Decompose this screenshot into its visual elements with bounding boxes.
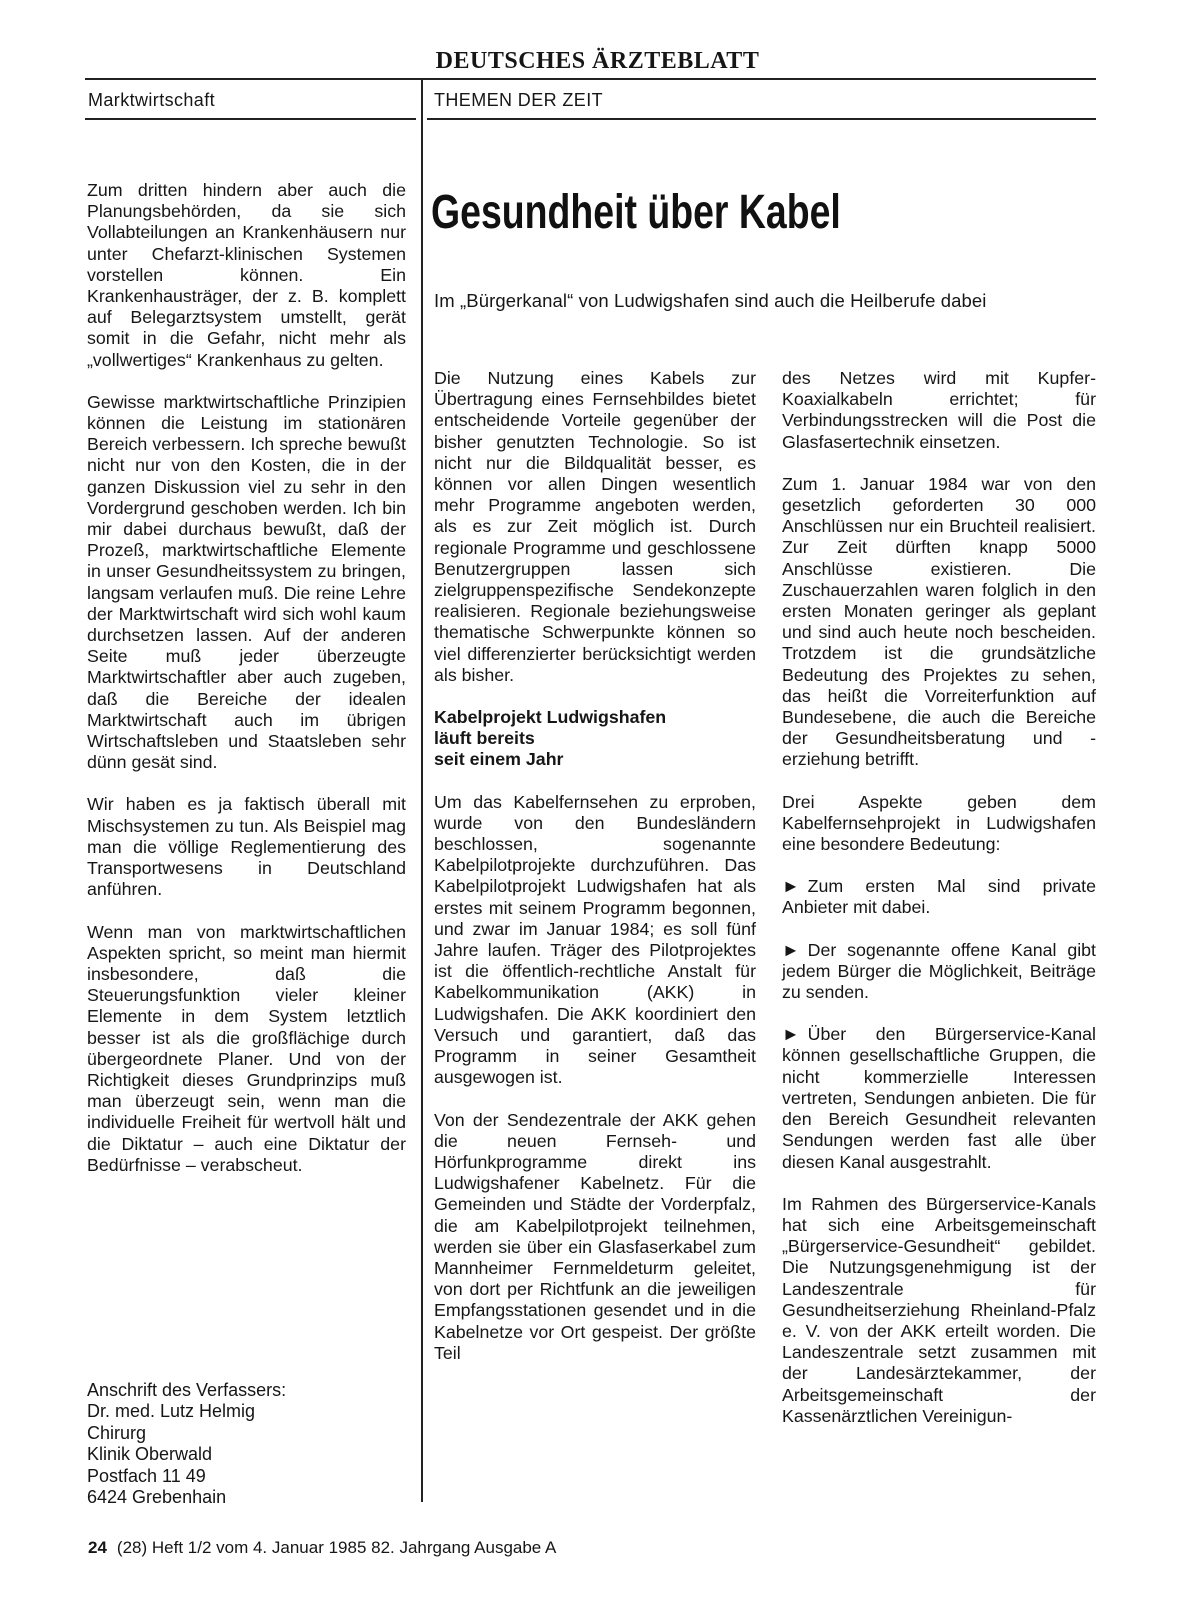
bullet-item [782,940,1096,1004]
bullet-item [782,1024,1096,1172]
page-number: 24 [88,1538,107,1557]
page-footer [88,1537,556,1559]
journal-title: DEUTSCHES ÄRZTEBLATT [435,48,760,74]
address-line: Postfach 11 49 [87,1465,206,1486]
address-line: 6424 Grebenhain [87,1487,227,1508]
right-paragraph: des Netzes wird mit Kupfer-Koaxialkabeln errichtet; für Verbindungsstrecken will die Post die Glasfasertechnik einsetzen. [782,368,1096,452]
bullet-arrow-icon: ► [782,1024,800,1045]
right-paragraph: Drei Aspekte geben dem Kabelfernsehprojekt in Ludwigshafen eine besondere Bedeutung: [782,791,1096,855]
address-line: Anschrift des Verfassers: [87,1380,287,1400]
issue-info: (28) Heft 1/2 vom 4. Januar 1985 82. Jahrgang Ausgabe A [116,1538,557,1557]
bullet-arrow-icon: ► [782,939,800,960]
header-rule [85,78,1096,80]
right-paragraph: Zum 1. Januar 1984 war von den gesetzlich geforderten 30 000 Anschlüssen nur ein Bruchteil realisiert. Zur Zeit dürften knapp 5000 Anschlüsse existieren. Die Zuschauerzahlen waren folglich in den ersten Monaten geringer als geplant und sind auch heute noch bescheiden. Trotzdem ist die grundsätzliche Bedeutung des Projektes zu sehen, das heißt die Vorreiterfunktion auf Bundesebene, die auch die Bereiche der Gesundheitsberatung und -erziehung betrifft. [782,473,1096,770]
author-address [87,1380,286,1508]
left-paragraph: Wir haben es ja faktisch überall mit Mischsystemen zu tun. Als Beispiel mag man die völlige Reglementierung des Transportwesens in Deutschland anführen. [87,794,406,900]
left-column [87,180,406,1197]
section-label-left: Marktwirtschaft [88,90,216,110]
mid-paragraph: Von der Sendezentrale der AKK gehen die neuen Fernseh- und Hörfunkprogramme direkt ins Ludwigshafener Kabelnetz. Für die Gemeinden und Städte der Vorderpfalz, die am Kabelpilotprojekt teilnehmen, werden sie über ein Glasfaserkabel zum Mannheimer Fernmeldeturm geleitet, von dort per Richtfunk an die jeweiligen Empfangsstationen gesendet und in die Kabelnetze vor Ort gespeist. Der größte Teil [434,1109,756,1363]
right-paragraph: Im Rahmen des Bürgerservice-Kanals hat sich eine Arbeitsgemeinschaft „Bürgerservice-Gesundheit“ gebildet. Die Nutzungsgenehmigung ist der Landeszentrale für Gesundheitserziehung Rheinland-Pfalz e. V. von der AKK erteilt worden. Die Landeszentrale setzt zusammen mit der Landesärztekammer, der Arbeitsgemeinschaft der Kassenärztlichen Vereinigun- [782,1193,1096,1426]
right-column [782,368,1096,1448]
mid-paragraph: Die Nutzung eines Kabels zur Übertragung eines Fernsehbildes bietet entscheidende Vorteile gegenüber der bisher genutzten Technologie. So ist nicht nur die Bildqualität besser, es können vor allen Dingen wesentlich mehr Programme angeboten werden, als es zur Zeit möglich ist. Durch regionale Programme und geschlossene Benutzergruppen lassen sich zielgruppenspezifische Sendekonzepte realisieren. Regionale beziehungsweise thematische Schwerpunkte können so viel differenzierter berücksichtigt werden als bisher. [434,368,756,685]
middle-column [434,368,756,1385]
mid-paragraph: Um das Kabelfernsehen zu erproben, wurde von den Bundesländern beschlossen, sogenannte Kabelpilotprojekte durchzuführen. Das Kabelpilotprojekt Ludwigshafen hat als erstes mit seinem Programm begonnen, und zwar im Januar 1984; es soll fünf Jahre laufen. Träger des Pilotprojektes ist die öffentlich-rechtliche Anstalt für Kabelkommunikation (AKK) in Ludwigshafen. Die AKK koordiniert den Versuch und garantiert, daß das Programm in seiner Gesamtheit ausgewogen ist. [434,791,756,1088]
address-line: Dr. med. Lutz Helmig [87,1401,256,1422]
article-subtitle: Im „Bürgerkanal“ von Ludwigshafen sind auch die Heilberufe dabei [434,290,987,311]
section-label-right: THEMEN DER ZEIT [434,90,604,110]
section-subheading [434,707,756,771]
section-rule-right [427,118,1096,120]
subheading-line: seit einem Jahr [434,749,564,770]
subheading-line: Kabelprojekt Ludwigshafen [434,707,667,728]
bullet-item [782,876,1096,918]
subheading-line: läuft bereits [434,728,535,749]
bullet-text: Zum ersten Mal sind private Anbieter mit dabei. [782,876,1096,918]
article-title: Gesundheit über Kabel [431,186,841,239]
column-divider [421,78,423,1502]
address-line: Chirurg [87,1422,147,1443]
bullet-text: Über den Bürgerservice-Kanal können gesellschaftliche Gruppen, die nicht kommerzielle Interessen vertreten, Sendungen anbieten. Die für den Bereich Gesundheit relevanten Sendungen werden fast alle über diesen Kanal ausgestrahlt. [782,1024,1096,1172]
bullet-text: Der sogenannte offene Kanal gibt jedem Bürger die Möglichkeit, Beiträge zu senden. [782,939,1096,1003]
section-rule-left [85,118,416,120]
bullet-arrow-icon: ► [782,876,800,897]
left-paragraph: Zum dritten hindern aber auch die Planungsbehörden, da sie sich Vollabteilungen an Krankenhäusern nur unter Chefarzt-klinischen Systemen vorstellen können. Ein Krankenhausträger, der z. B. komplett auf Belegarztsystem umstellt, gerät somit in die Gefahr, nicht mehr als „vollwertiges“ Krankenhaus zu gelten. [87,180,406,370]
address-line: Klinik Oberwald [87,1444,213,1465]
left-paragraph: Wenn man von marktwirtschaftlichen Aspekten spricht, so meint man hiermit insbesondere, daß die Steuerungsfunktion vieler kleiner Elemente in dem System letztlich besser ist als die großflächige durch übergeordnete Planer. Und von der Richtigkeit dieses Grundprinzips muß man überzeugt sein, wenn man die individuelle Freiheit für wertvoll hält und die Diktatur – auch eine Diktatur der Bedürfnisse – verabscheut. [87,921,406,1175]
left-paragraph: Gewisse marktwirtschaftliche Prinzipien können die Leistung im stationären Bereich verbessern. Ich spreche bewußt nicht nur von den Kosten, die in der ganzen Diskussion viel zu sehr in den Vordergrund geschoben werden. Ich bin mir dabei durchaus bewußt, daß der Prozeß, marktwirtschaftliche Elemente in unser Gesundheitssystem zu bringen, langsam verlaufen muß. Die reine Lehre der Marktwirtschaft wird sich wohl kaum durchsetzen lassen. Auf der anderen Seite muß jeder überzeugte Marktwirtschaftler aber auch zugeben, daß die Bereiche der idealen Marktwirtschaft auch im übrigen Wirtschaftsleben und Staatsleben sehr dünn gesät sind. [87,391,406,773]
